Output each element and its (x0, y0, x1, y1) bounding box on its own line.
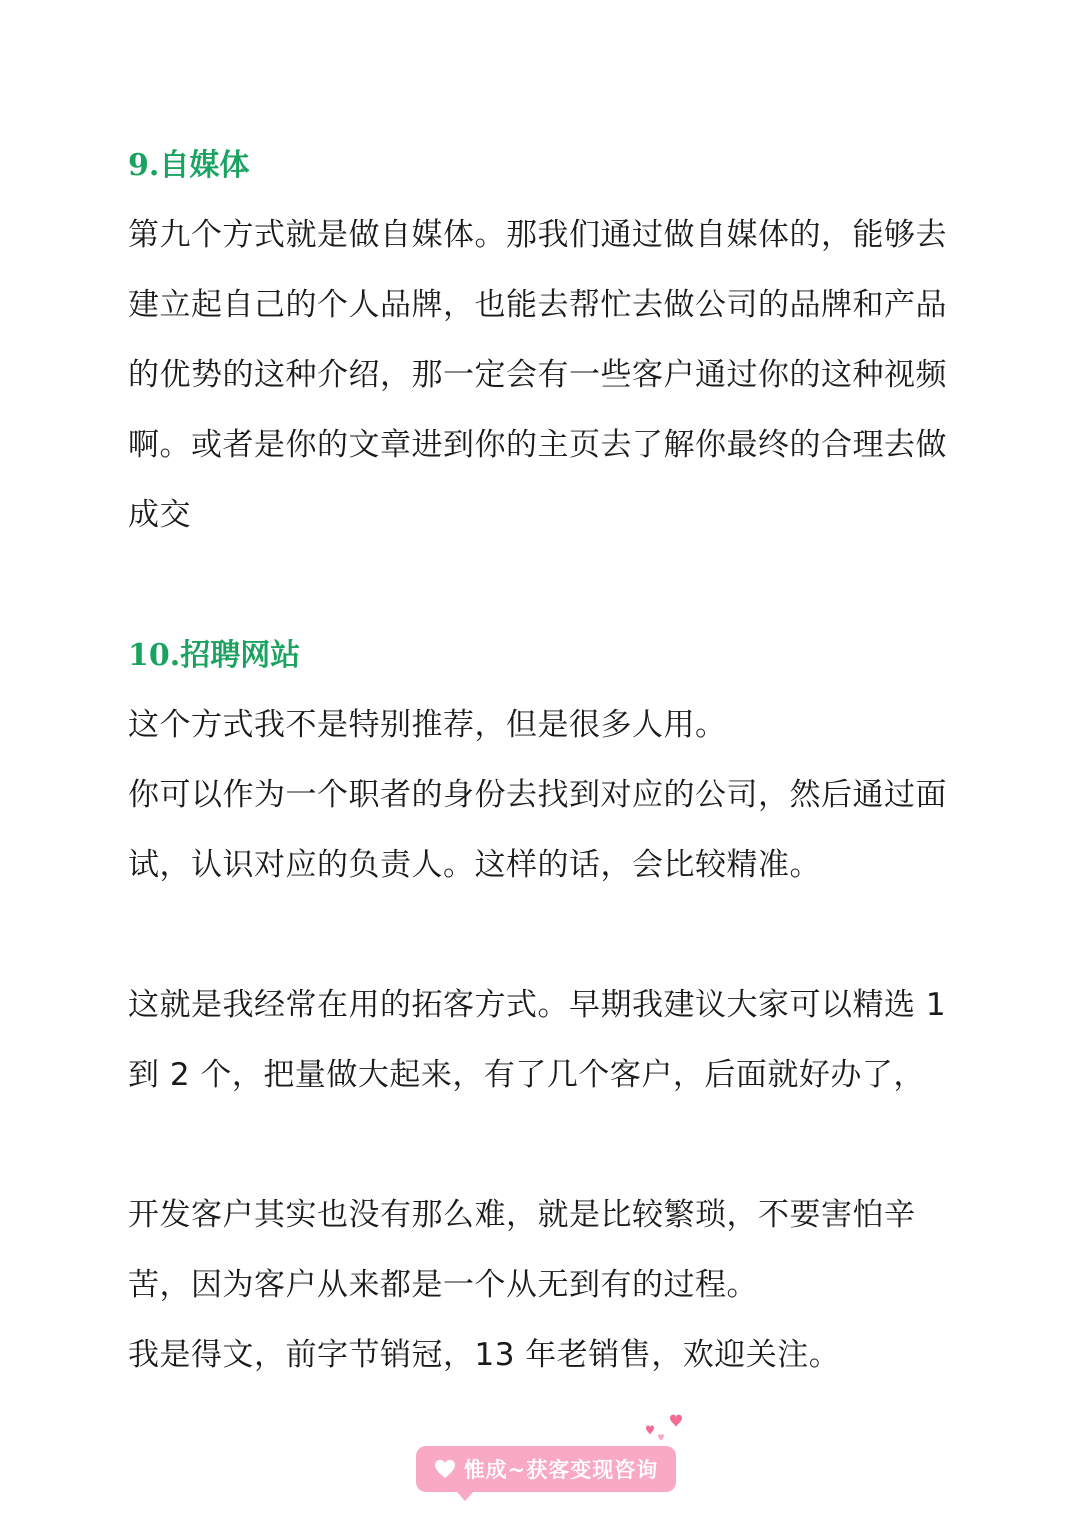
section-10-line-1: 这个方式我不是特别推荐，但是很多人用。 (128, 707, 727, 743)
floating-hearts-icon (640, 1410, 684, 1450)
section-10-heading: 10.招聘网站 (128, 638, 301, 673)
section-9-heading: 9.自媒体 (128, 148, 250, 183)
author-introduction: 我是得文，前字节销冠，13 年老销售，欢迎关注。 (128, 1337, 841, 1373)
section-10-line-2: 你可以作为一个职者的身份去找到对应的公司，然后通过面试，认识对应的负责人。这样的话，会比较精准。 (128, 777, 947, 883)
summary-paragraph-2: 开发客户其实也没有那么难，就是比较繁琐，不要害怕辛苦，因为客户从来都是一个从无到有的过程。 (128, 1197, 916, 1303)
summary-paragraph-1: 这就是我经常在用的拓客方式。早期我建议大家可以精选 1 到 2 个，把量做大起来，有了几个客户，后面就好办了， (128, 987, 947, 1093)
consultation-banner[interactable] (416, 1446, 676, 1492)
banner-label: 惟成~获客变现咨询 (463, 1458, 659, 1482)
section-9-body: 第九个方式就是做自媒体。那我们通过做自媒体的，能够去建立起自己的个人品牌，也能去帮忙去做公司的品牌和产品的优势的这种介绍，那一定会有一些客户通过你的这种视频啊。或者是你的文章进到你的主页去了解你最终的合理去做成交 (128, 217, 947, 533)
heart-icon (434, 1459, 456, 1479)
